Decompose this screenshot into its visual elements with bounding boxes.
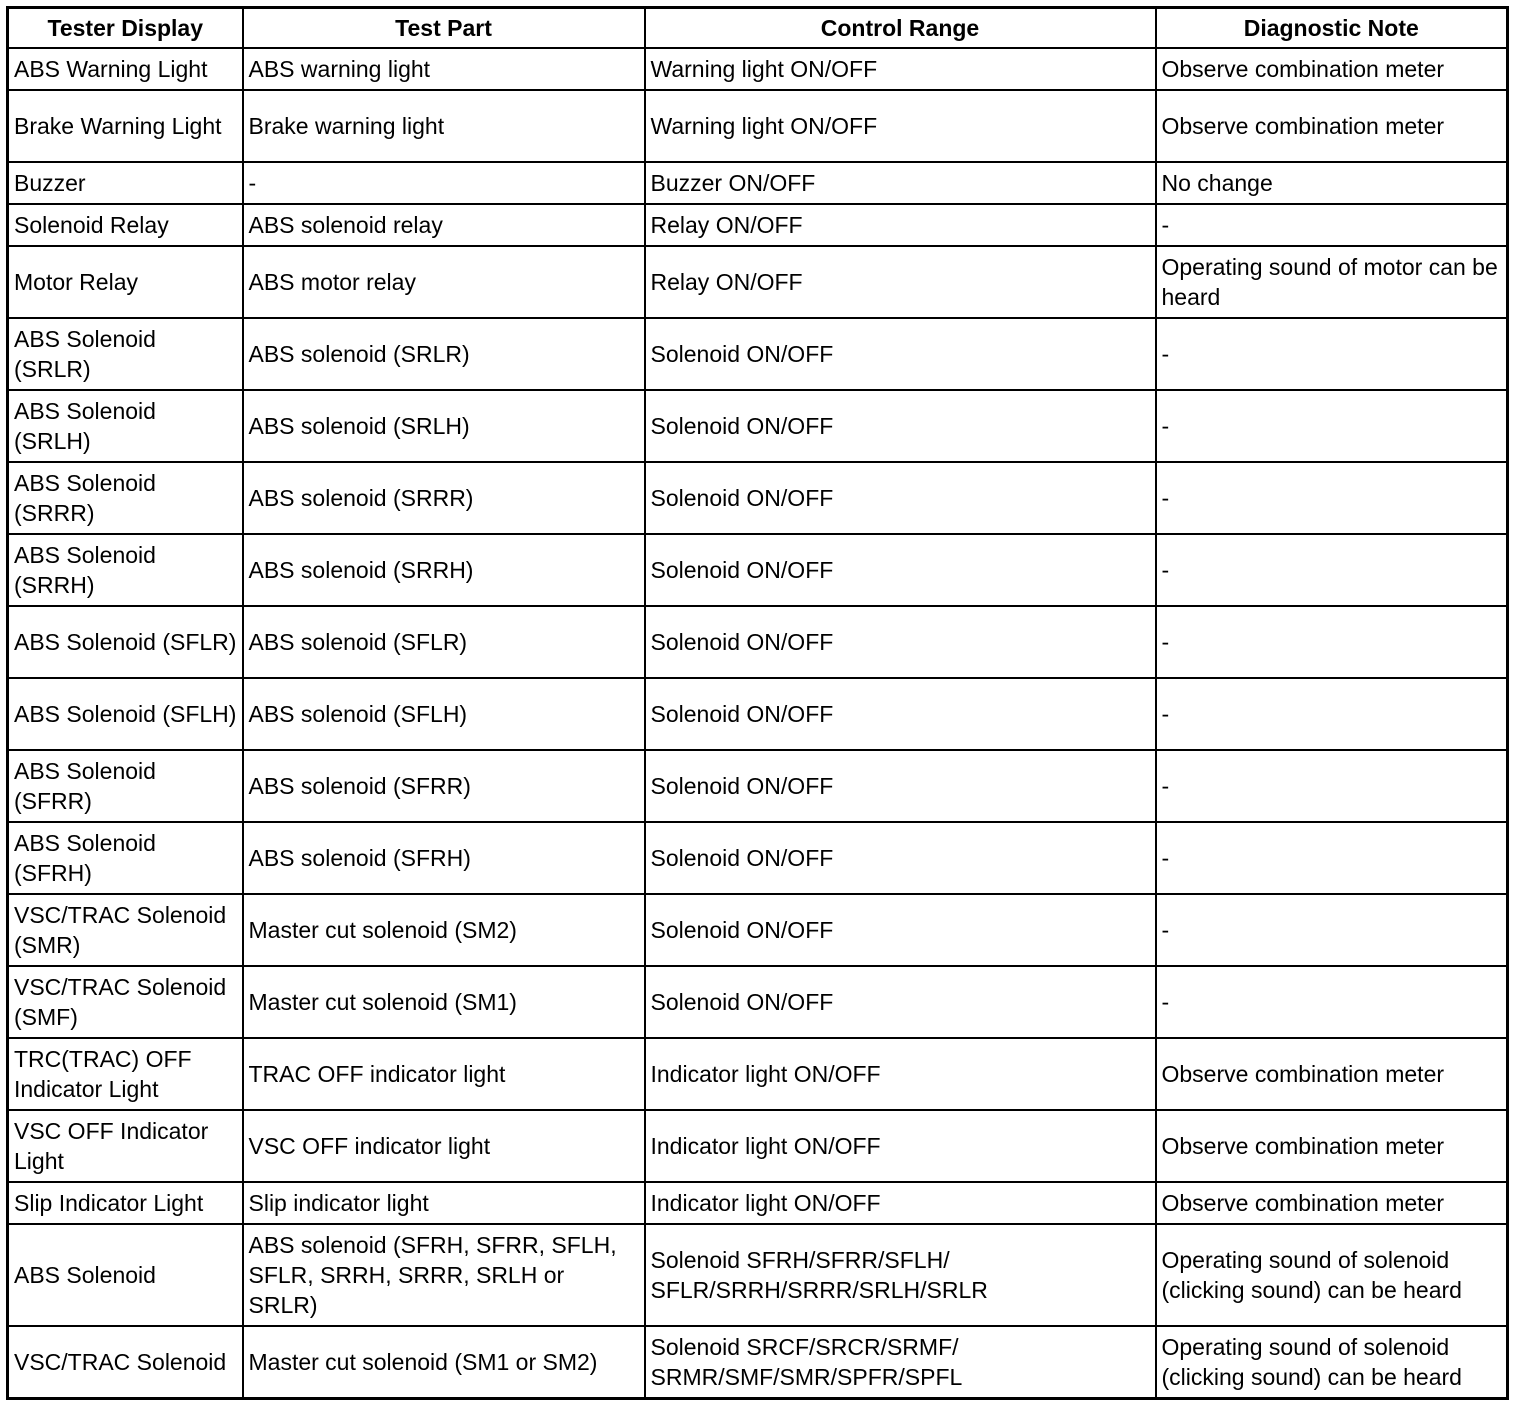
cell-tester-display: ABS Solenoid (SRLH): [8, 390, 243, 462]
cell-diagnostic-note: Observe combination meter: [1156, 90, 1508, 162]
cell-tester-display: ABS Solenoid: [8, 1224, 243, 1326]
table-row: [8, 246, 1508, 318]
cell-test-part: Master cut solenoid (SM1): [243, 966, 645, 1038]
header-test-part: Test Part: [243, 8, 645, 49]
cell-tester-display: ABS Solenoid (SFRH): [8, 822, 243, 894]
cell-control-range: Solenoid SRCF/SRCR/SRMF/ SRMR/SMF/SMR/SPFR/SPFL: [645, 1326, 1156, 1398]
cell-tester-display: VSC/TRAC Solenoid (SMR): [8, 894, 243, 966]
cell-diagnostic-note: Observe combination meter: [1156, 1038, 1508, 1110]
cell-diagnostic-note: -: [1156, 894, 1508, 966]
cell-test-part: Brake warning light: [243, 90, 645, 162]
table-row: [8, 678, 1508, 750]
cell-tester-display: Solenoid Relay: [8, 204, 243, 246]
header-diagnostic-note: Diagnostic Note: [1156, 8, 1508, 49]
cell-diagnostic-note: -: [1156, 318, 1508, 390]
table-row: [8, 1110, 1508, 1182]
cell-tester-display: ABS Solenoid (SFLH): [8, 678, 243, 750]
cell-diagnostic-note: -: [1156, 390, 1508, 462]
cell-control-range: Solenoid ON/OFF: [645, 750, 1156, 822]
table-row: [8, 48, 1508, 90]
table-row: [8, 204, 1508, 246]
table-row: [8, 318, 1508, 390]
cell-control-range: Solenoid SFRH/SFRR/SFLH/ SFLR/SRRH/SRRR/SRLH/SRLR: [645, 1224, 1156, 1326]
cell-test-part: ABS solenoid (SFRH): [243, 822, 645, 894]
table-row: [8, 1224, 1508, 1326]
table-row: [8, 162, 1508, 204]
cell-tester-display: ABS Warning Light: [8, 48, 243, 90]
table-row: [8, 534, 1508, 606]
header-control-range: Control Range: [645, 8, 1156, 49]
cell-diagnostic-note: -: [1156, 462, 1508, 534]
table-row: [8, 966, 1508, 1038]
cell-tester-display: Brake Warning Light: [8, 90, 243, 162]
table-row: [8, 390, 1508, 462]
cell-test-part: ABS solenoid relay: [243, 204, 645, 246]
cell-diagnostic-note: -: [1156, 606, 1508, 678]
cell-control-range: Solenoid ON/OFF: [645, 390, 1156, 462]
cell-test-part: ABS motor relay: [243, 246, 645, 318]
cell-test-part: ABS solenoid (SRRH): [243, 534, 645, 606]
cell-control-range: Relay ON/OFF: [645, 204, 1156, 246]
cell-control-range: Indicator light ON/OFF: [645, 1182, 1156, 1224]
cell-test-part: ABS solenoid (SFLR): [243, 606, 645, 678]
table-header-row: [8, 8, 1508, 49]
cell-diagnostic-note: Operating sound of solenoid (clicking sound) can be heard: [1156, 1224, 1508, 1326]
cell-diagnostic-note: -: [1156, 204, 1508, 246]
cell-diagnostic-note: No change: [1156, 162, 1508, 204]
cell-test-part: Master cut solenoid (SM1 or SM2): [243, 1326, 645, 1398]
cell-tester-display: ABS Solenoid (SFLR): [8, 606, 243, 678]
cell-test-part: ABS solenoid (SRRR): [243, 462, 645, 534]
table-body: [8, 48, 1508, 1398]
table-row: [8, 822, 1508, 894]
cell-control-range: Solenoid ON/OFF: [645, 462, 1156, 534]
cell-tester-display: Motor Relay: [8, 246, 243, 318]
cell-tester-display: Slip Indicator Light: [8, 1182, 243, 1224]
table-row: [8, 462, 1508, 534]
cell-tester-display: TRC(TRAC) OFF Indicator Light: [8, 1038, 243, 1110]
cell-control-range: Warning light ON/OFF: [645, 90, 1156, 162]
cell-test-part: ABS solenoid (SRLH): [243, 390, 645, 462]
cell-control-range: Indicator light ON/OFF: [645, 1038, 1156, 1110]
cell-control-range: Indicator light ON/OFF: [645, 1110, 1156, 1182]
cell-diagnostic-note: Operating sound of solenoid (clicking sound) can be heard: [1156, 1326, 1508, 1398]
cell-tester-display: ABS Solenoid (SRLR): [8, 318, 243, 390]
cell-control-range: Solenoid ON/OFF: [645, 966, 1156, 1038]
cell-diagnostic-note: Operating sound of motor can be heard: [1156, 246, 1508, 318]
cell-diagnostic-note: Observe combination meter: [1156, 48, 1508, 90]
table-row: [8, 750, 1508, 822]
cell-test-part: ABS solenoid (SFLH): [243, 678, 645, 750]
cell-control-range: Solenoid ON/OFF: [645, 894, 1156, 966]
cell-diagnostic-note: -: [1156, 822, 1508, 894]
cell-diagnostic-note: -: [1156, 966, 1508, 1038]
cell-tester-display: VSC/TRAC Solenoid (SMF): [8, 966, 243, 1038]
cell-test-part: Master cut solenoid (SM2): [243, 894, 645, 966]
cell-control-range: Solenoid ON/OFF: [645, 678, 1156, 750]
cell-diagnostic-note: Observe combination meter: [1156, 1110, 1508, 1182]
cell-test-part: ABS solenoid (SFRR): [243, 750, 645, 822]
cell-test-part: ABS solenoid (SFRH, SFRR, SFLH, SFLR, SRRH, SRRR, SRLH or SRLR): [243, 1224, 645, 1326]
cell-tester-display: Buzzer: [8, 162, 243, 204]
table-row: [8, 606, 1508, 678]
table-row: [8, 1038, 1508, 1110]
cell-control-range: Solenoid ON/OFF: [645, 318, 1156, 390]
cell-tester-display: ABS Solenoid (SRRH): [8, 534, 243, 606]
cell-diagnostic-note: -: [1156, 750, 1508, 822]
cell-tester-display: VSC/TRAC Solenoid: [8, 1326, 243, 1398]
cell-control-range: Relay ON/OFF: [645, 246, 1156, 318]
table-row: [8, 1182, 1508, 1224]
cell-test-part: Slip indicator light: [243, 1182, 645, 1224]
cell-control-range: Buzzer ON/OFF: [645, 162, 1156, 204]
cell-test-part: TRAC OFF indicator light: [243, 1038, 645, 1110]
cell-control-range: Solenoid ON/OFF: [645, 606, 1156, 678]
cell-diagnostic-note: Observe combination meter: [1156, 1182, 1508, 1224]
cell-test-part: -: [243, 162, 645, 204]
cell-test-part: VSC OFF indicator light: [243, 1110, 645, 1182]
cell-test-part: ABS solenoid (SRLR): [243, 318, 645, 390]
cell-tester-display: VSC OFF Indicator Light: [8, 1110, 243, 1182]
cell-diagnostic-note: -: [1156, 534, 1508, 606]
table-row: [8, 90, 1508, 162]
table-row: [8, 894, 1508, 966]
table-row: [8, 1326, 1508, 1398]
cell-tester-display: ABS Solenoid (SRRR): [8, 462, 243, 534]
cell-tester-display: ABS Solenoid (SFRR): [8, 750, 243, 822]
cell-diagnostic-note: -: [1156, 678, 1508, 750]
cell-control-range: Solenoid ON/OFF: [645, 534, 1156, 606]
cell-test-part: ABS warning light: [243, 48, 645, 90]
header-tester-display: Tester Display: [8, 8, 243, 49]
active-test-table: [6, 6, 1509, 1400]
cell-control-range: Warning light ON/OFF: [645, 48, 1156, 90]
cell-control-range: Solenoid ON/OFF: [645, 822, 1156, 894]
